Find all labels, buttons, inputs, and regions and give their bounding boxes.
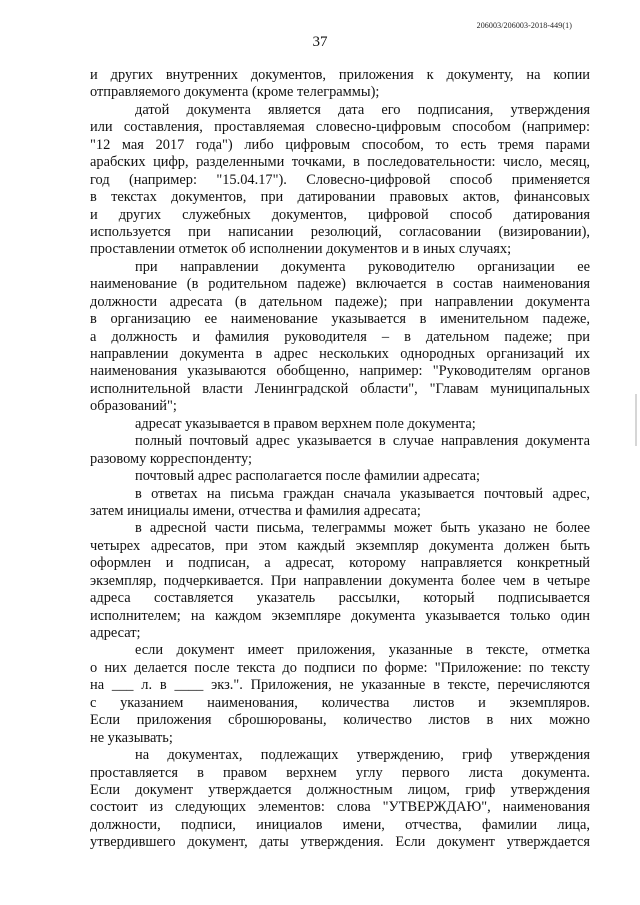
text-line: полный почтовый адрес указывается в случае направления документа — [135, 433, 590, 450]
text-line: год (например: "15.04.17"). Словесно-цифровой способ применяется — [90, 171, 590, 188]
text-line: экземпляр, подчеркивается. При направлении документа более чем в четыре — [90, 572, 590, 589]
text-line: адресат указывается в правом верхнем поле документа; — [135, 415, 476, 432]
text-line: в ответах на письма граждан сначала указывается почтовый адрес, — [135, 485, 590, 502]
text-line: исполнительной власти Ленинградской области", "Главам муниципальных — [90, 380, 590, 397]
text-line: с указанием наименования, количества листов и экземпляров. — [90, 694, 590, 711]
text-line: четырех адресатов, при этом каждый экземпляр документа должен быть — [90, 537, 590, 554]
text-line: затем инициалы имени, отчества и фамилия адресата; — [90, 502, 421, 519]
text-line: если документ имеет приложения, указанные в тексте, отметка — [135, 642, 590, 659]
text-line: образований"; — [90, 398, 177, 415]
text-line: адресат; — [90, 625, 141, 641]
page-number: 37 — [312, 34, 328, 50]
text-line: "12 мая 2017 года") либо цифровым способом, то есть тремя парами — [90, 136, 590, 153]
text-line: на документах, подлежащих утверждению, гриф утверждения — [135, 747, 590, 764]
text-line: Если приложения сброшюрованы, количество листов в них можно — [90, 712, 590, 729]
scan-edge-mark — [635, 394, 637, 446]
text-line: утвердившего документ, даты утверждения. Если документ утверждается — [90, 834, 590, 851]
text-line: в текстах документов, при датировании правовых актов, финансовых — [90, 189, 590, 206]
text-line: а должность и фамилия руководителя – в дательном падеже; при — [90, 328, 590, 345]
text-line: используется при написании резолюций, согласовании (визировании), — [90, 223, 590, 240]
text-line: на ___ л. в ____ экз.". Приложения, не указанные в тексте, перечисляются — [90, 677, 590, 694]
text-line: исполнителем; на каждом экземпляре документа указывается только один — [90, 607, 590, 624]
text-line: о них делается после текста до подписи по форме: "Приложение: по тексту — [90, 659, 590, 676]
text-line: наименование (в родительном падеже) включается в состав наименования — [90, 276, 590, 293]
text-line: в организацию ее наименование указывается в именительном падеже, — [90, 311, 590, 328]
text-line: или составления, проставляемая словесно-цифровым способом (например: — [90, 119, 590, 136]
text-line: должности, подписи, инициалов имени, отчества, фамилии лица, — [90, 816, 590, 833]
text-line: арабских цифр, разделенными точками, в последовательности: число, месяц, — [90, 154, 590, 171]
text-line: адреса составляется указатель рассылки, который подписывается — [90, 590, 590, 607]
text-line: датой документа является дата его подписания, утверждения — [135, 101, 590, 118]
text-line: направлении документа в адрес нескольких однородных организаций их — [90, 346, 590, 362]
text-line: почтовый адрес располагается после фамилии адресата; — [135, 468, 481, 485]
text-line: состоит из следующих элементов: слова "УТВЕРЖДАЮ", наименования — [90, 799, 590, 816]
text-line: разовому корреспонденту; — [90, 450, 252, 467]
document-id: 206003/206003-2018-449(1) — [476, 21, 572, 30]
text-line: и других служебных документов, цифровой способ датирования — [90, 206, 590, 223]
text-line: отправляемого документа (кроме телеграммы); — [90, 84, 380, 101]
text-line: проставлении отметок об исполнении документов и в иных случаях; — [90, 241, 512, 258]
text-line: проставляется в правом верхнем углу первого листа документа. — [90, 764, 590, 781]
text-line: Если документ утверждается должностным лицом, гриф утверждения — [90, 781, 590, 798]
text-line: должности адресата (в дательном падеже); при направлении документа — [90, 293, 590, 310]
document-body — [90, 67, 590, 852]
text-line: не указывать; — [90, 729, 173, 746]
text-line: оформлен и подписан, а адресат, которому направляется конкретный — [90, 555, 590, 572]
text-line: при направлении документа руководителю организации ее — [135, 258, 590, 275]
text-line: в адресной части письма, телеграммы может быть указано не более — [135, 520, 590, 537]
text-line: наименования указываются обобщенно, например: "Руководителям органов — [90, 363, 590, 380]
text-line: и других внутренних документов, приложения к документу, на копии — [90, 67, 590, 83]
